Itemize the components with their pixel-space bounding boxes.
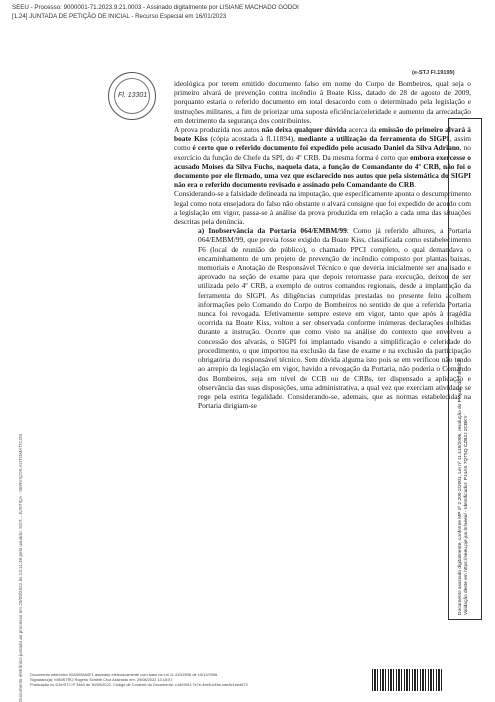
court-seal-stamp — [108, 72, 156, 120]
stj-page-mark: (e-STJ Fl.19199) — [412, 70, 455, 76]
header-juntada-line: [1.24] JUNTADA DE PETIÇÃO DE INICIAL - Recurso Especial em 16/01/2023 — [12, 12, 227, 20]
paragraph-3: Considerando-se a falsidade delineada na imputação, que especificamente aponta o descumprimento legal como nota ensejadora do falso não obstante o alvará consigne que foi expedido de acordo com a legislação em vigor, passa-se à análise da prova produzida em relação a cada uma das situações descritas pela denúncia. — [174, 189, 471, 227]
footer-line-2: Signatário(a): MINISTRO Rogerio Schietti Cruz Assinado em: 29/08/2022 13:16:57 — [30, 677, 173, 682]
left-margin-note: Documento eletrônico juntado ao processo em 20/09/2022 às 13:11:49 pelo usuário: SGT... JUSTIÇA - SERVIÇOS AUTOMÁTICOS — [18, 433, 23, 702]
signature-validation-box — [448, 118, 482, 620]
section-a-text: : Como já referido alhures, a Portaria 064/EMBM/99, que previa fosse exigido da Boate Kiss, classificada como estabelecimento F6 (local de reunião de público), o chamado PPCI completo, o qual demandava o encaminhamento de um projeto de prevenção de incêndio composto por plantas baixas, memoriais e Anotação de Responsável Técnico e que deveria inicialmente ser analisado e aprovado na seção de exame para que depois retornasse para execução, deixou de ser utilizada pelo 4º CRB, a exemplo de outros comandos regionais, desde a implantação da ferramenta do SIGPI. As diligências cumpridas prestadas no presente feito acolhem informações pelo Comando do Corpo de Bombeiros no sentido de que a referida Portaria nunca foi revogada. Efetivamente sempre esteve em vigor, tanto que após à tragédia ocorrida na Boate Kiss, voltou a ser observada conforme inúmeras declarações colhidas durante a instrução. Ocorre que como visto na análise do contexto que envolveu a concessão dos alvarás, o SIGPI foi implantado visando a simplificação e celeridade do procedimento, o que importou na exclusão da fase de exame e na exclusão da participação obrigatória do responsável técnico. Sem dúvida alguma isto pois se em verificou não tendo ao arrepio da legislação em vigor, havido a revogação da Portaria, não poderia o Comando dos Bombeiros, seja em nível de CCB ou de CRBs, ter dispensado a aplicação e observância das suas disposições, uma administrativa, a qual vez que exerciam atividade se rege pela estrita legalidade. Considerando-se, ademais, que as normas estabelecidas na Portaria dirigiam-se — [198, 226, 472, 411]
footer-line-3: Publicação no DJe/STJ nº 3464 de 30/09/2022. Código de Controle do Documento: c1d0991f-7e7e-4ee6-b4be-cae8c1eea573 — [30, 682, 248, 687]
section-a-heading: a) Inobservância da Portaria 064/EMBM/99 — [198, 226, 347, 236]
document-body — [174, 79, 471, 410]
document-header — [12, 4, 342, 21]
header-process-line: SEEU - Processo: 9000001-71.2023.9.21.0003 - Assinado digitalmente por LISIANE MACHADO GODOI — [12, 4, 299, 11]
document-footer — [30, 672, 370, 687]
footer-line-1: Documento eletrônico 00A5098A0F1 assinado eletronicamente com base na Lei 11.419/2006 de 19/12/2006 — [30, 672, 218, 677]
validation-line-1: Documento assinado digitalmente, conforme MP nº 2.200-2/2001, Lei nº 11.419/2006, resolução do Projudi, do TJPR/OE — [458, 357, 463, 615]
section-a — [174, 226, 471, 410]
paragraph-2: A prova produzida nos autos não deixa qualquer dúvida acerca da emissão do primeiro alvará à boate Kiss (cópia acostada à fl.11894), mediante a utilização da ferramenta do SIGPI, assim como é certo que o referido documento foi expedido pelo acusado Daniel da Silva Adriano, no exercício da função de Chefe da SPI, do 4º CRB. Da mesma forma é certo que embora exercesse o acusado Moises da Silva Fuchs, naquela data, a função de Comandante do 4º CRB, não foi o documento por ele firmado, uma vez que esclarecido nos autos que pela sistemática do SIGPI não era o referido documento revisado e assinado pelo Comandante do CRB. — [174, 125, 471, 190]
validation-line-2: Validação deste em https://seeu.pje.jus.br/seeu/ - Identificador: PJ4AS 7QT5Q CZB2J 2CBKY — [464, 415, 470, 615]
paragraph-1: ideológica por terem emitido documento falso em nome do Corpo de Bombeiros, qual seja o primeiro alvará de prevenção contra incêndio à Boate Kiss, datado de 28 de agosto de 2009, porquanto estaria o referido documento em total desacordo com o determinado pela legislação e instruções militares, a fim de priorizar uma suposta eficiência/celeridade e aumento da arrecadação em detrimento da segurança dos contribuintes. — [174, 79, 471, 125]
seal-page-number: Fl. 13301 — [118, 92, 148, 99]
footer-barcode — [372, 669, 442, 691]
